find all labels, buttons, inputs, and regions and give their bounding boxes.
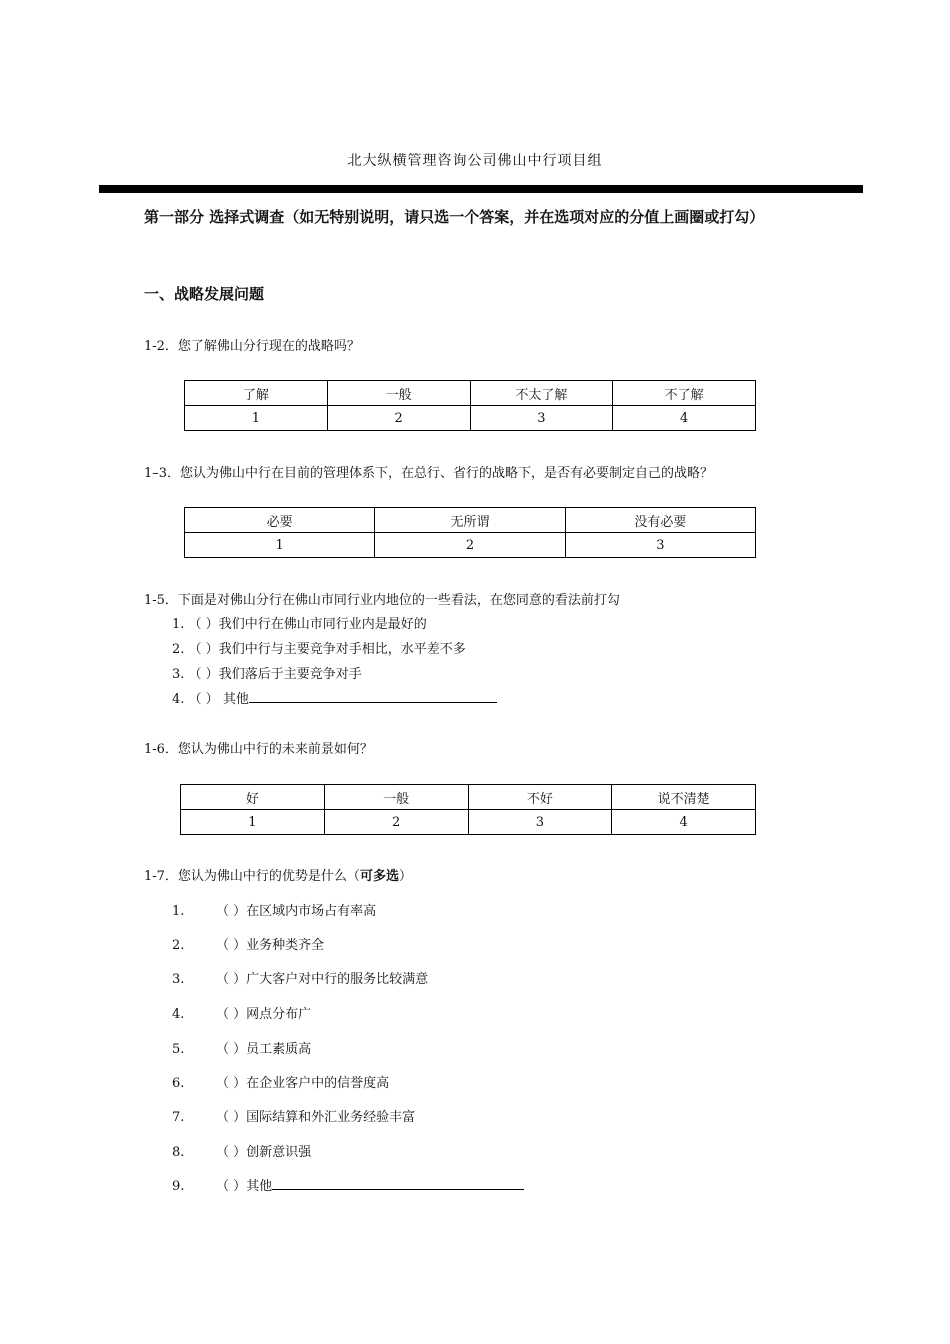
list-item[interactable] <box>172 1175 524 1194</box>
checkbox-bracket[interactable]: （ ） <box>188 617 219 632</box>
item-number: 7. <box>172 1110 185 1125</box>
score-cell[interactable]: 2 <box>375 533 565 558</box>
list-item[interactable] <box>172 638 466 657</box>
item-number: 2. <box>172 938 185 953</box>
score-cell[interactable]: 4 <box>612 810 756 835</box>
checkbox-bracket[interactable]: （ ） <box>216 1179 247 1194</box>
question-1-2: 1-2．您了解佛山分行现在的战略吗？ <box>144 339 360 354</box>
score-cell[interactable]: 3 <box>468 810 612 835</box>
question-1-5: 1-5．下面是对佛山分行在佛山市同行业内地位的一些看法，在您同意的看法前打勾 <box>144 593 620 608</box>
checkbox-bracket[interactable]: （ ） <box>216 904 247 919</box>
item-number: 4. <box>172 692 185 707</box>
item-number: 1. <box>172 617 185 632</box>
list-item[interactable] <box>172 688 497 707</box>
score-cell[interactable]: 3 <box>565 533 755 558</box>
option-label: 没有必要 <box>565 508 755 533</box>
item-text: 员工素质高 <box>246 1042 312 1057</box>
question-1-3: 1–3．您认为佛山中行在目前的管理体系下，在总行、省行的战略下，是否有必要制定自己的战略？ <box>144 466 714 481</box>
item-text: 在区域内市场占有率高 <box>246 904 377 919</box>
option-label: 一般 <box>327 381 470 406</box>
item-number: 1. <box>172 904 185 919</box>
option-label: 一般 <box>324 785 468 810</box>
option-label: 不太了解 <box>470 381 613 406</box>
checkbox-bracket[interactable]: （ ） <box>216 1145 247 1160</box>
question-1-6: 1-6．您认为佛山中行的未来前景如何？ <box>144 742 373 757</box>
list-item[interactable] <box>172 1072 389 1091</box>
header-divider <box>99 185 863 193</box>
checkbox-bracket[interactable]: （ ） <box>216 1007 247 1022</box>
item-text: 其他 <box>246 1179 273 1194</box>
question-text: 1-7．您认为佛山中行的优势是什么（ <box>144 869 360 884</box>
question-1-2-scale <box>184 380 756 431</box>
score-cell[interactable]: 2 <box>324 810 468 835</box>
checkbox-bracket[interactable]: （ ） <box>216 1076 247 1091</box>
part-title: 第一部分 选择式调查（如无特别说明，请只选一个答案，并在选项对应的分值上画圈或打勾） <box>144 208 765 226</box>
item-number: 8. <box>172 1145 185 1160</box>
list-item[interactable] <box>172 1106 415 1125</box>
question-emphasis: 可多选 <box>359 869 399 884</box>
question-1-7 <box>144 865 412 884</box>
checkbox-bracket[interactable]: （ ） <box>216 1110 247 1125</box>
document-header-title: 北大纵横管理咨询公司佛山中行项目组 <box>347 153 603 169</box>
checkbox-bracket[interactable]: （ ） <box>188 667 219 682</box>
list-item[interactable] <box>172 968 428 987</box>
score-cell[interactable]: 4 <box>613 406 756 431</box>
option-label: 必要 <box>185 508 375 533</box>
item-text: 网点分布广 <box>246 1007 312 1022</box>
score-cell[interactable]: 1 <box>181 810 325 835</box>
item-text: 其他 <box>222 692 249 707</box>
item-number: 6. <box>172 1076 185 1091</box>
item-number: 9. <box>172 1179 185 1194</box>
fill-in-blank[interactable] <box>272 1175 524 1190</box>
list-item[interactable] <box>172 900 376 919</box>
checkbox-bracket[interactable]: （ ） <box>216 972 247 987</box>
score-cell[interactable]: 1 <box>185 406 328 431</box>
question-1-6-scale <box>180 784 756 835</box>
checkbox-bracket[interactable]: （ ） <box>188 642 219 657</box>
option-label: 不好 <box>468 785 612 810</box>
item-text: 创新意识强 <box>246 1145 312 1160</box>
option-label: 不了解 <box>613 381 756 406</box>
item-text: 我们中行与主要竞争对手相比，水平差不多 <box>218 642 466 657</box>
item-number: 5. <box>172 1042 185 1057</box>
score-cell[interactable]: 1 <box>185 533 375 558</box>
item-text: 我们中行在佛山市同行业内是最好的 <box>218 617 427 632</box>
list-item[interactable] <box>172 663 362 682</box>
question-1-3-scale <box>184 507 756 558</box>
option-label: 无所谓 <box>375 508 565 533</box>
item-text: 广大客户对中行的服务比较满意 <box>246 972 429 987</box>
option-label: 了解 <box>185 381 328 406</box>
list-item[interactable] <box>172 1141 311 1160</box>
item-number: 3. <box>172 667 185 682</box>
score-cell[interactable]: 2 <box>327 406 470 431</box>
item-number: 3. <box>172 972 185 987</box>
checkbox-bracket[interactable]: （ ） <box>216 938 247 953</box>
item-text: 国际结算和外汇业务经验丰富 <box>246 1110 416 1125</box>
checkbox-bracket[interactable]: （ ） <box>216 1042 247 1057</box>
list-item[interactable] <box>172 934 324 953</box>
item-text: 业务种类齐全 <box>246 938 325 953</box>
item-text: 我们落后于主要竞争对手 <box>218 667 362 682</box>
list-item[interactable] <box>172 1003 311 1022</box>
question-text-end: ） <box>398 869 412 884</box>
score-cell[interactable]: 3 <box>470 406 613 431</box>
option-label: 好 <box>181 785 325 810</box>
section-heading: 一、战略发展问题 <box>144 285 265 303</box>
list-item[interactable] <box>172 613 427 632</box>
option-label: 说不清楚 <box>612 785 756 810</box>
list-item[interactable] <box>172 1038 311 1057</box>
fill-in-blank[interactable] <box>249 688 497 703</box>
checkbox-bracket[interactable]: （ ） <box>188 692 219 707</box>
item-number: 4. <box>172 1007 185 1022</box>
item-text: 在企业客户中的信誉度高 <box>246 1076 390 1091</box>
item-number: 2. <box>172 642 185 657</box>
